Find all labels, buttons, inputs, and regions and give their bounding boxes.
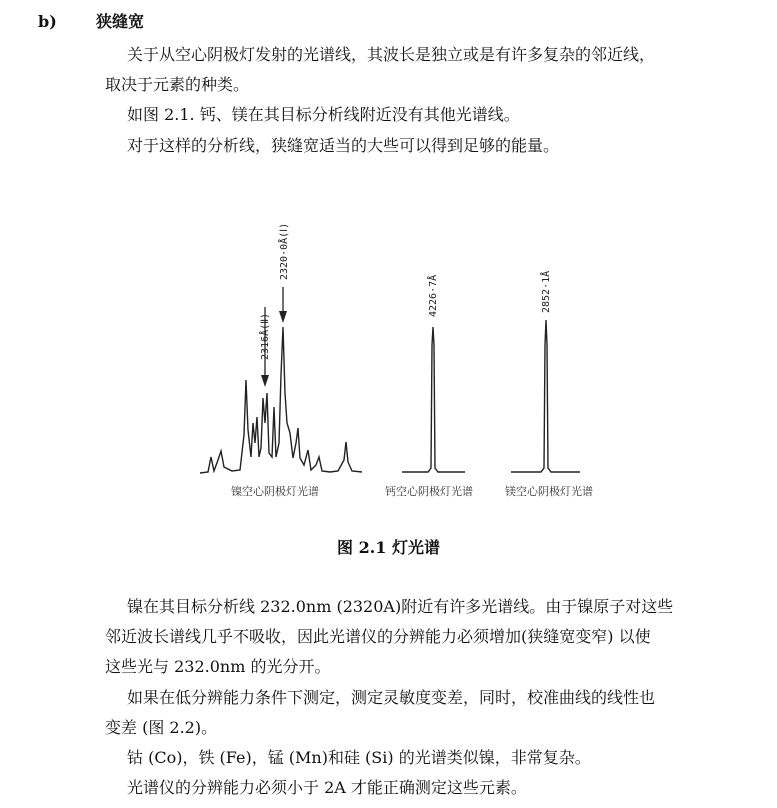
intro-paragraph-line-4: 对于这样的分析线，狭缝宽适当的大些可以得到足够的能量。 [127, 136, 560, 155]
magnesium-panel-label: 镁空心阴极灯光谱 [505, 485, 593, 498]
intro-paragraph-line-2: 取决于元素的种类。 [105, 75, 250, 94]
body-line-6: 钴 (Co)，铁 (Fe)，锰 (Mn)和硅 (Si) 的光谱类似镍，非常复杂。 [127, 748, 591, 767]
figure-caption: 图 2.1 灯光谱 [337, 538, 440, 557]
section-number: b) [38, 12, 57, 31]
body-line-5: 变差 (图 2.2)。 [105, 718, 218, 737]
body-line-1: 镍在其目标分析线 232.0nm (2320A)附近有许多光谱线。由于镍原子对这些 [127, 597, 674, 616]
calcium-spectrum-trace [402, 327, 465, 472]
nickel-arrowhead-2320 [279, 311, 287, 323]
intro-paragraph-line-3: 如图 2.1. 钙、镁在其目标分析线附近没有其他光谱线。 [127, 105, 520, 124]
lamp-spectra-figure [0, 195, 777, 505]
section-title: 狭缝宽 [96, 12, 145, 31]
calcium-panel-label: 钙空心阴极灯光谱 [385, 485, 473, 498]
intro-paragraph-line-1: 关于从空心阴极灯发射的光谱线，其波长是独立或是有许多复杂的邻近线， [127, 45, 656, 64]
section-heading [38, 9, 144, 32]
nickel-annotation-2316: 2316Å(Ⅱ) [260, 312, 271, 360]
nickel-spectrum-trace [200, 327, 362, 473]
nickel-annotation-2320: 2320·0Å(Ⅰ) [279, 222, 290, 280]
body-line-4: 如果在低分辨能力条件下测定，测定灵敏度变差，同时，校准曲线的线性也 [127, 688, 656, 707]
magnesium-spectrum-trace [511, 320, 580, 472]
nickel-arrowhead-2316 [261, 375, 269, 387]
body-line-3: 这些光与 232.0nm 的光分开。 [105, 657, 331, 676]
body-line-2: 邻近波长谱线几乎不吸收，因此光谱仪的分辨能力必须增加(狭缝宽变窄) 以使 [105, 627, 651, 646]
body-line-7: 光谱仪的分辨能力必须小于 2A 才能正确测定这些元素。 [127, 778, 527, 797]
magnesium-annotation-2852: 2852·1Å [541, 270, 552, 313]
calcium-annotation-4226: 4226·7Å [428, 274, 439, 317]
nickel-panel-label: 镍空心阴极灯光谱 [231, 485, 319, 498]
